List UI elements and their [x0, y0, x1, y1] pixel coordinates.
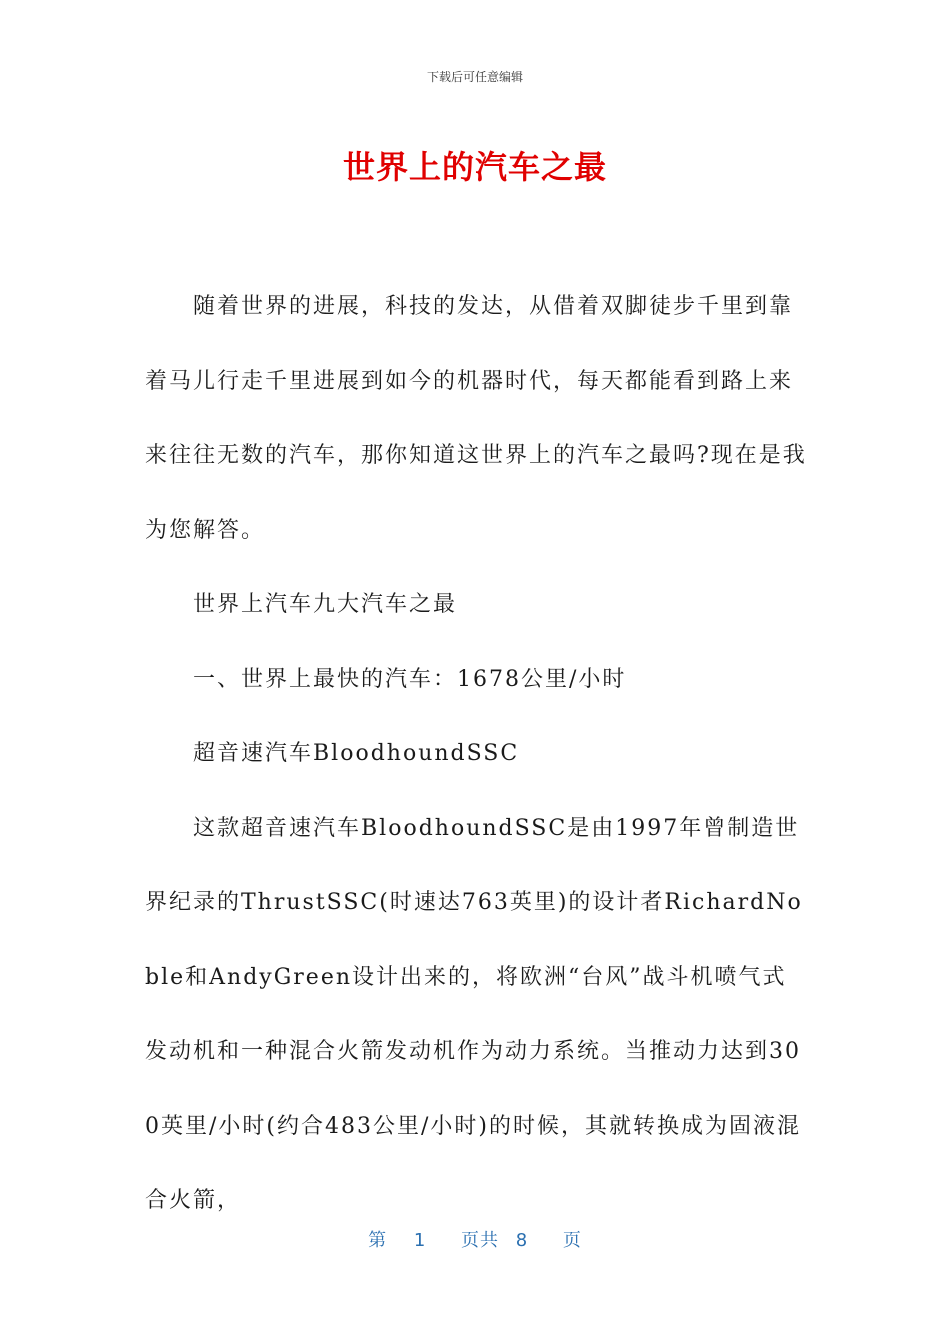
paragraph-car-name: 超音速汽车BloodhoundSSC: [193, 741, 520, 766]
paragraph-description: 这款超音速汽车BloodhoundSSC是由1997年曾制造世界纪录的ThrustSSC(时速达763英里)的设计者RichardNoble和AndyGreen设计出来的，将欧洲“台风”战斗机喷气式发动机和一种混合火箭发动机作为动力系统。当推动力达到300英里/小时(约合483公里/小时)的时候，其就转换成为固液混合火箭，: [145, 815, 803, 1213]
paragraph-item-1: 一、世界上最快的汽车：1678公里/小时: [193, 666, 627, 692]
footer-total-pages: 8: [515, 1230, 529, 1251]
paragraph-intro: 随着世界的进展，科技的发达，从借着双脚徒步千里到靠着马儿行走千里进展到如今的机器时代，每天都能看到路上来来往往无数的汽车，那你知道这世界上的汽车之最吗?现在是我为您解答。: [145, 294, 807, 543]
footer-page-number: 1: [413, 1230, 427, 1251]
document-body: [145, 270, 810, 1239]
footer-page-mid: 页共: [461, 1230, 499, 1251]
footer-page-prefix: 第: [368, 1230, 388, 1251]
document-title: 世界上的汽车之最: [342, 148, 607, 186]
paragraph-heading: 世界上汽车九大汽车之最: [193, 592, 458, 617]
footer-page-suffix: 页: [562, 1230, 582, 1251]
page-footer: [0, 1226, 950, 1252]
header-note: 下载后可任意编辑: [426, 70, 523, 84]
